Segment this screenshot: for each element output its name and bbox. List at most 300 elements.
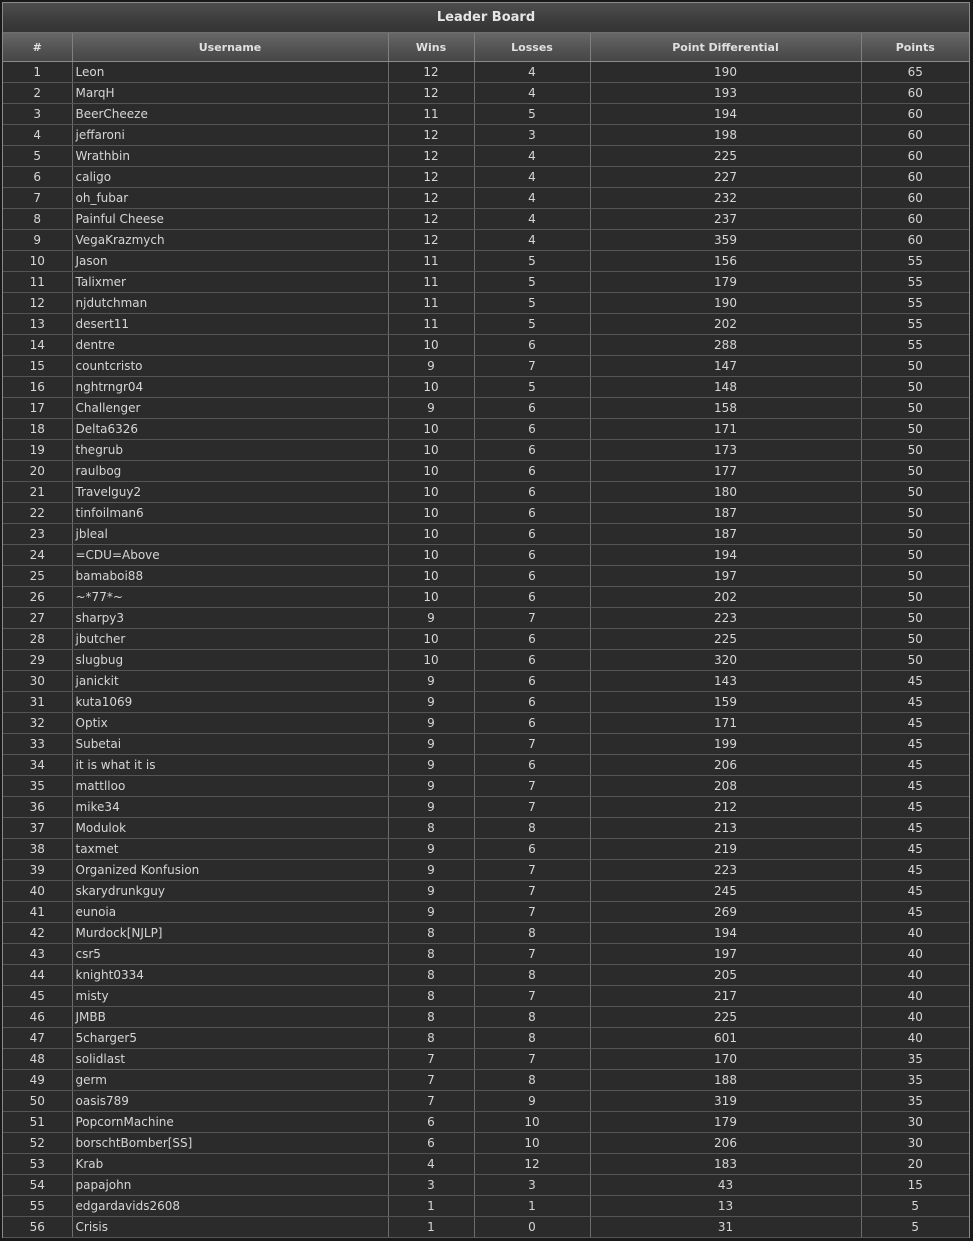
point-differential-cell: 179 [590,1112,861,1133]
leaderboard-title: Leader Board [3,3,969,33]
points-cell: 50 [861,650,969,671]
rank-cell: 12 [3,293,72,314]
point-differential-cell: 205 [590,965,861,986]
point-differential-cell: 143 [590,671,861,692]
rank-cell: 3 [3,104,72,125]
table-row [3,587,969,608]
losses-cell: 7 [474,1049,590,1070]
point-differential-cell: 190 [590,62,861,83]
wins-cell: 12 [388,230,474,251]
column-header-point-differential[interactable]: Point Differential [590,33,861,62]
username-cell: JMBB [72,1007,388,1028]
points-cell: 60 [861,125,969,146]
table-row [3,251,969,272]
username-cell: nghtrngr04 [72,377,388,398]
rank-cell: 53 [3,1154,72,1175]
losses-cell: 7 [474,902,590,923]
table-row [3,923,969,944]
username-cell: edgardavids2608 [72,1196,388,1217]
wins-cell: 9 [388,608,474,629]
username-cell: ~*77*~ [72,587,388,608]
table-row [3,839,969,860]
point-differential-cell: 213 [590,818,861,839]
rank-cell: 40 [3,881,72,902]
username-cell: Travelguy2 [72,482,388,503]
point-differential-cell: 194 [590,545,861,566]
username-cell: Jason [72,251,388,272]
point-differential-cell: 147 [590,356,861,377]
rank-cell: 41 [3,902,72,923]
points-cell: 5 [861,1217,969,1238]
points-cell: 30 [861,1133,969,1154]
column-header-losses[interactable]: Losses [474,33,590,62]
losses-cell: 4 [474,146,590,167]
losses-cell: 6 [474,839,590,860]
wins-cell: 9 [388,734,474,755]
table-row [3,461,969,482]
rank-cell: 10 [3,251,72,272]
table-row [3,986,969,1007]
points-cell: 15 [861,1175,969,1196]
wins-cell: 8 [388,923,474,944]
points-cell: 5 [861,1196,969,1217]
point-differential-cell: 148 [590,377,861,398]
point-differential-cell: 193 [590,83,861,104]
rank-cell: 22 [3,503,72,524]
table-row [3,482,969,503]
rank-cell: 54 [3,1175,72,1196]
losses-cell: 6 [474,461,590,482]
losses-cell: 4 [474,230,590,251]
wins-cell: 6 [388,1133,474,1154]
rank-cell: 13 [3,314,72,335]
wins-cell: 10 [388,545,474,566]
table-row [3,776,969,797]
username-cell: mattlloo [72,776,388,797]
username-cell: taxmet [72,839,388,860]
losses-cell: 6 [474,755,590,776]
points-cell: 40 [861,986,969,1007]
username-cell: Subetai [72,734,388,755]
table-row [3,125,969,146]
point-differential-cell: 13 [590,1196,861,1217]
wins-cell: 9 [388,797,474,818]
losses-cell: 3 [474,125,590,146]
rank-cell: 26 [3,587,72,608]
table-row [3,1217,969,1238]
losses-cell: 0 [474,1217,590,1238]
username-cell: BeerCheeze [72,104,388,125]
wins-cell: 10 [388,335,474,356]
points-cell: 45 [861,902,969,923]
table-row [3,335,969,356]
losses-cell: 4 [474,83,590,104]
points-cell: 30 [861,1112,969,1133]
point-differential-cell: 158 [590,398,861,419]
losses-cell: 10 [474,1133,590,1154]
username-cell: eunoia [72,902,388,923]
losses-cell: 7 [474,356,590,377]
wins-cell: 9 [388,776,474,797]
table-row [3,713,969,734]
point-differential-cell: 202 [590,587,861,608]
username-cell: VegaKrazmych [72,230,388,251]
point-differential-cell: 171 [590,713,861,734]
table-row [3,1112,969,1133]
losses-cell: 4 [474,209,590,230]
username-cell: =CDU=Above [72,545,388,566]
username-cell: oasis789 [72,1091,388,1112]
points-cell: 50 [861,524,969,545]
username-cell: Leon [72,62,388,83]
points-cell: 50 [861,587,969,608]
losses-cell: 6 [474,524,590,545]
losses-cell: 8 [474,965,590,986]
table-row [3,1133,969,1154]
table-row [3,1175,969,1196]
wins-cell: 9 [388,356,474,377]
table-row [3,419,969,440]
wins-cell: 8 [388,1028,474,1049]
losses-cell: 5 [474,314,590,335]
wins-cell: 4 [388,1154,474,1175]
points-cell: 45 [861,755,969,776]
wins-cell: 9 [388,692,474,713]
rank-cell: 15 [3,356,72,377]
point-differential-cell: 170 [590,1049,861,1070]
wins-cell: 8 [388,965,474,986]
wins-cell: 10 [388,566,474,587]
wins-cell: 10 [388,377,474,398]
points-cell: 35 [861,1049,969,1070]
username-cell: janickit [72,671,388,692]
wins-cell: 8 [388,1007,474,1028]
rank-cell: 9 [3,230,72,251]
rank-cell: 24 [3,545,72,566]
points-cell: 50 [861,377,969,398]
table-row [3,818,969,839]
points-cell: 45 [861,692,969,713]
username-cell: raulbog [72,461,388,482]
points-cell: 50 [861,566,969,587]
column-header-username[interactable]: Username [72,33,388,62]
point-differential-cell: 208 [590,776,861,797]
rank-cell: 32 [3,713,72,734]
table-row [3,377,969,398]
rank-cell: 28 [3,629,72,650]
wins-cell: 12 [388,125,474,146]
table-row [3,944,969,965]
rank-cell: 31 [3,692,72,713]
rank-cell: 11 [3,272,72,293]
rank-cell: 19 [3,440,72,461]
table-row [3,209,969,230]
username-cell: countcristo [72,356,388,377]
point-differential-cell: 219 [590,839,861,860]
point-differential-cell: 183 [590,1154,861,1175]
points-cell: 40 [861,1028,969,1049]
rank-cell: 17 [3,398,72,419]
losses-cell: 8 [474,1070,590,1091]
username-cell: caligo [72,167,388,188]
rank-cell: 56 [3,1217,72,1238]
wins-cell: 9 [388,713,474,734]
username-cell: PopcornMachine [72,1112,388,1133]
point-differential-cell: 197 [590,566,861,587]
table-row [3,671,969,692]
points-cell: 55 [861,272,969,293]
rank-cell: 27 [3,608,72,629]
username-cell: misty [72,986,388,1007]
points-cell: 55 [861,293,969,314]
points-cell: 60 [861,146,969,167]
points-cell: 50 [861,398,969,419]
username-cell: skarydrunkguy [72,881,388,902]
rank-cell: 55 [3,1196,72,1217]
losses-cell: 6 [474,335,590,356]
rank-cell: 16 [3,377,72,398]
losses-cell: 6 [474,713,590,734]
rank-cell: 2 [3,83,72,104]
losses-cell: 6 [474,566,590,587]
losses-cell: 6 [474,545,590,566]
wins-cell: 6 [388,1112,474,1133]
username-cell: mike34 [72,797,388,818]
losses-cell: 5 [474,293,590,314]
point-differential-cell: 190 [590,293,861,314]
username-cell: 5charger5 [72,1028,388,1049]
table-row [3,1196,969,1217]
wins-cell: 9 [388,860,474,881]
wins-cell: 9 [388,755,474,776]
point-differential-cell: 319 [590,1091,861,1112]
table-row [3,608,969,629]
table-row [3,860,969,881]
table-row [3,356,969,377]
table-row [3,188,969,209]
username-cell: sharpy3 [72,608,388,629]
table-header [3,33,969,62]
rank-cell: 44 [3,965,72,986]
wins-cell: 1 [388,1196,474,1217]
username-cell: Modulok [72,818,388,839]
losses-cell: 6 [474,671,590,692]
rank-cell: 35 [3,776,72,797]
wins-cell: 10 [388,482,474,503]
username-cell: Murdock[NJLP] [72,923,388,944]
rank-cell: 8 [3,209,72,230]
username-cell: desert11 [72,314,388,335]
username-cell: thegrub [72,440,388,461]
points-cell: 65 [861,62,969,83]
point-differential-cell: 187 [590,524,861,545]
wins-cell: 9 [388,671,474,692]
point-differential-cell: 199 [590,734,861,755]
point-differential-cell: 43 [590,1175,861,1196]
rank-cell: 52 [3,1133,72,1154]
table-row [3,755,969,776]
points-cell: 50 [861,545,969,566]
losses-cell: 6 [474,419,590,440]
points-cell: 50 [861,608,969,629]
rank-cell: 1 [3,62,72,83]
losses-cell: 6 [474,587,590,608]
point-differential-cell: 223 [590,608,861,629]
points-cell: 60 [861,209,969,230]
losses-cell: 1 [474,1196,590,1217]
table-row [3,1091,969,1112]
username-cell: germ [72,1070,388,1091]
point-differential-cell: 159 [590,692,861,713]
points-cell: 55 [861,251,969,272]
point-differential-cell: 288 [590,335,861,356]
points-cell: 55 [861,335,969,356]
losses-cell: 7 [474,776,590,797]
rank-cell: 42 [3,923,72,944]
losses-cell: 7 [474,944,590,965]
table-row [3,566,969,587]
point-differential-cell: 232 [590,188,861,209]
points-cell: 40 [861,944,969,965]
rank-cell: 20 [3,461,72,482]
losses-cell: 7 [474,986,590,1007]
wins-cell: 1 [388,1217,474,1238]
username-cell: Krab [72,1154,388,1175]
username-cell: knight0334 [72,965,388,986]
points-cell: 45 [861,797,969,818]
points-cell: 60 [861,83,969,104]
table-row [3,692,969,713]
point-differential-cell: 227 [590,167,861,188]
table-row [3,545,969,566]
points-cell: 50 [861,482,969,503]
point-differential-cell: 225 [590,1007,861,1028]
points-cell: 50 [861,419,969,440]
rank-cell: 30 [3,671,72,692]
point-differential-cell: 217 [590,986,861,1007]
point-differential-cell: 237 [590,209,861,230]
points-cell: 35 [861,1091,969,1112]
point-differential-cell: 188 [590,1070,861,1091]
username-cell: Delta6326 [72,419,388,440]
table-row [3,650,969,671]
point-differential-cell: 197 [590,944,861,965]
table-row [3,1070,969,1091]
leaderboard-table [3,33,969,1238]
point-differential-cell: 269 [590,902,861,923]
rank-cell: 34 [3,755,72,776]
table-body [3,62,969,1238]
table-row [3,1007,969,1028]
wins-cell: 7 [388,1070,474,1091]
point-differential-cell: 223 [590,860,861,881]
column-header-rank[interactable]: # [3,33,72,62]
losses-cell: 8 [474,1007,590,1028]
point-differential-cell: 225 [590,146,861,167]
wins-cell: 8 [388,944,474,965]
point-differential-cell: 187 [590,503,861,524]
point-differential-cell: 179 [590,272,861,293]
wins-cell: 10 [388,419,474,440]
wins-cell: 12 [388,62,474,83]
losses-cell: 4 [474,167,590,188]
points-cell: 40 [861,923,969,944]
table-row [3,272,969,293]
wins-cell: 10 [388,587,474,608]
rank-cell: 29 [3,650,72,671]
username-cell: dentre [72,335,388,356]
losses-cell: 6 [474,503,590,524]
losses-cell: 10 [474,1112,590,1133]
losses-cell: 8 [474,818,590,839]
username-cell: it is what it is [72,755,388,776]
losses-cell: 5 [474,251,590,272]
points-cell: 60 [861,167,969,188]
wins-cell: 8 [388,818,474,839]
table-row [3,440,969,461]
username-cell: slugbug [72,650,388,671]
rank-cell: 45 [3,986,72,1007]
point-differential-cell: 171 [590,419,861,440]
point-differential-cell: 194 [590,923,861,944]
table-row [3,314,969,335]
points-cell: 45 [861,734,969,755]
rank-cell: 7 [3,188,72,209]
points-cell: 50 [861,629,969,650]
table-row [3,965,969,986]
losses-cell: 4 [474,62,590,83]
table-row [3,734,969,755]
losses-cell: 6 [474,692,590,713]
points-cell: 50 [861,356,969,377]
username-cell: Optix [72,713,388,734]
username-cell: solidlast [72,1049,388,1070]
points-cell: 45 [861,860,969,881]
losses-cell: 6 [474,398,590,419]
points-cell: 20 [861,1154,969,1175]
column-header-points[interactable]: Points [861,33,969,62]
rank-cell: 38 [3,839,72,860]
point-differential-cell: 180 [590,482,861,503]
point-differential-cell: 206 [590,1133,861,1154]
wins-cell: 11 [388,293,474,314]
rank-cell: 25 [3,566,72,587]
point-differential-cell: 198 [590,125,861,146]
column-header-wins[interactable]: Wins [388,33,474,62]
table-row [3,146,969,167]
points-cell: 40 [861,1007,969,1028]
wins-cell: 9 [388,881,474,902]
point-differential-cell: 225 [590,629,861,650]
username-cell: csr5 [72,944,388,965]
points-cell: 45 [861,776,969,797]
rank-cell: 4 [3,125,72,146]
point-differential-cell: 156 [590,251,861,272]
username-cell: Talixmer [72,272,388,293]
point-differential-cell: 202 [590,314,861,335]
wins-cell: 9 [388,398,474,419]
rank-cell: 5 [3,146,72,167]
wins-cell: 9 [388,902,474,923]
username-cell: MarqH [72,83,388,104]
table-row [3,902,969,923]
points-cell: 60 [861,188,969,209]
username-cell: Organized Konfusion [72,860,388,881]
wins-cell: 11 [388,251,474,272]
losses-cell: 5 [474,377,590,398]
table-row [3,230,969,251]
wins-cell: 9 [388,839,474,860]
